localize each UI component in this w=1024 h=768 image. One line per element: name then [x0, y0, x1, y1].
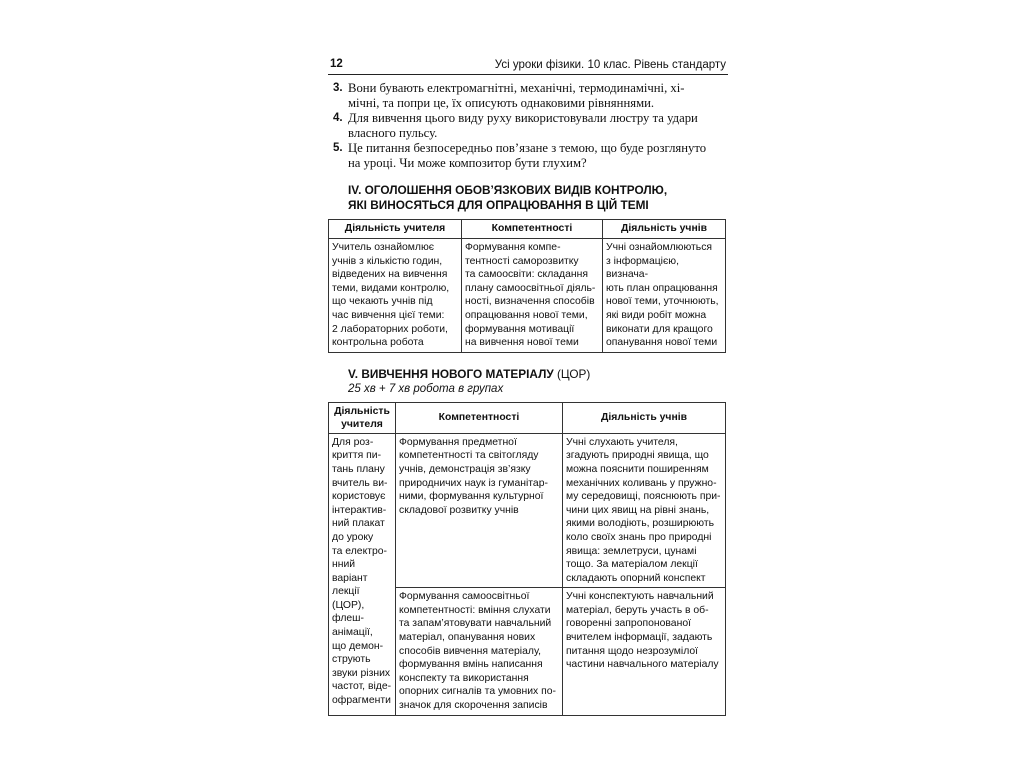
question-item: 4. Для вивчення цього виду руху використовували люстру та удари власного пульсу.	[333, 111, 698, 140]
table-cell: Формування самоосвітньої компетентності: вміння слухати та запам’ятовувати навчальний матеріал, опанування нових способів вивчення матеріалу, формування вмінь написання конспекту та використання опорних сигналів та умовних по- значок для скорочення записів	[396, 588, 563, 715]
section-5-heading: V. ВИВЧЕННЯ НОВОГО МАТЕРІАЛУ (ЦОР)	[348, 366, 591, 381]
table-cell: Для роз- криття пи- тань плану вчитель ви- користовує інтерактив- ний плакат до уроку та електро- нний варіант лекції (ЦОР), флеш- анімації, що демон- струють звуки різних частот, віде- офрагменти	[329, 433, 396, 715]
running-header	[328, 56, 728, 75]
question-list	[328, 81, 728, 171]
column-header: Діяльність учителя	[329, 402, 396, 433]
question-item: 3. Вони бувають електромагнітні, механічні, термодинамічні, хі- мічні, та попри це, їх описують однаковими рівняннями.	[333, 81, 685, 110]
question-item: 5. Це питання безпосередньо пов’язане з темою, що буде розглянуто на уроці. Чи може композитор бути глухим?	[333, 141, 707, 170]
table-cell: Формування компе- тентності саморозвитку та самоосвіти: складання плану самоосвітньої діяль- ності, визначення способів опрацювання нової теми, формування мотивації на вивчення нової теми	[462, 239, 603, 353]
control-table	[328, 219, 726, 353]
section-5-subtitle: 25 хв + 7 хв робота в групах	[348, 382, 504, 395]
book-page	[328, 56, 728, 716]
new-material-table	[328, 402, 726, 716]
page-number: 12	[330, 58, 343, 70]
running-title: Усі уроки фізики. 10 клас. Рівень стандарту	[494, 59, 726, 71]
column-header: Компетентності	[396, 402, 563, 433]
table-cell: Учні слухають учителя, згадують природні явища, що можна пояснити поширенням механічних коливань у пружно- му середовищі, пояснюють при- чини цих явищ на рівні знань, якими володіють, розширюють коло своїх знань про природні явища: землетруси, цунамі тощо. За матеріалом лекції складають опорний конспект	[563, 433, 726, 588]
column-header: Компетентності	[462, 220, 603, 239]
column-header: Діяльність учителя	[329, 220, 462, 239]
column-header: Діяльність учнів	[563, 402, 726, 433]
table-cell: Учні конспектують навчальний матеріал, беруть участь в об- говоренні запропонованої вчителем інформації, задають питання щодо незрозумілої частини навчального матеріалу	[563, 588, 726, 715]
table-cell: Формування предметної компетентності та світогляду учнів, демонстрація зв’язку природничих наук із гуманітар- ними, формування культурної складової розвитку учнів	[396, 433, 563, 588]
table-cell: Учитель ознайомлює учнів з кількістю годин, відведених на вивчення теми, видами контролю, що чекають учнів під час вивчення цієї теми: 2 лабораторних роботи, контрольна робота	[329, 239, 462, 353]
column-header: Діяльність учнів	[603, 220, 726, 239]
table-cell: Учні ознайомлюються з інформацією, визнача- ють план опрацювання нової теми, уточнюють, які види робіт можна виконати для кращого опанування нової теми	[603, 239, 726, 353]
section-4-heading: IV. ОГОЛОШЕННЯ ОБОВ’ЯЗКОВИХ ВИДІВ КОНТРОЛЮ, ЯКІ ВИНОСЯТЬСЯ ДЛЯ ОПРАЦЮВАННЯ В ЦІЙ ТЕМІ	[348, 183, 668, 212]
